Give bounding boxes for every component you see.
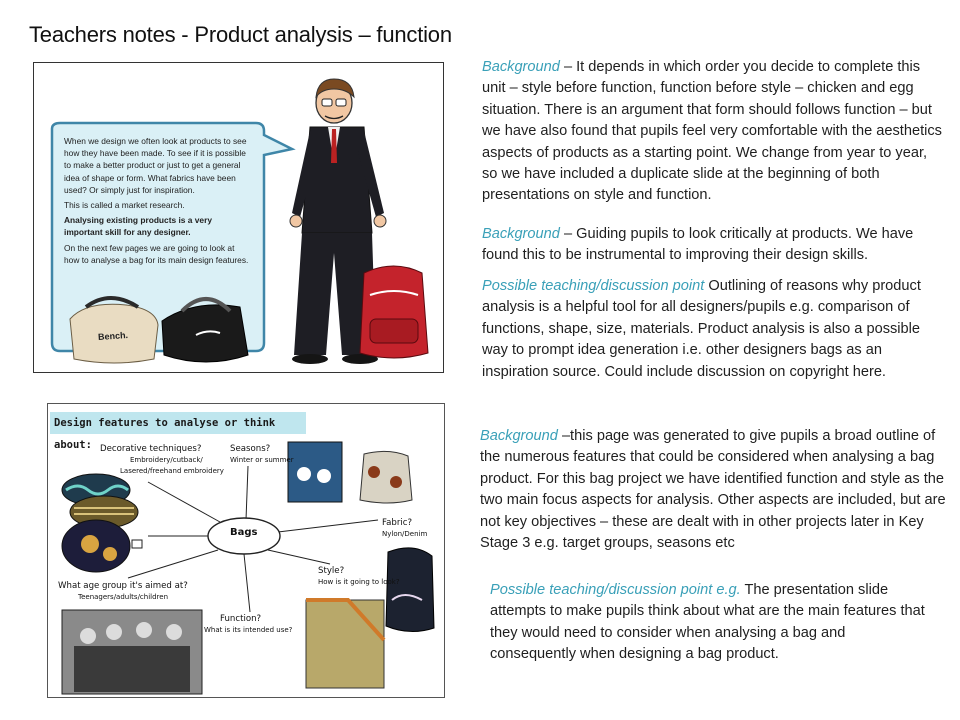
spoke-line [246, 466, 248, 520]
spoke-line [148, 482, 220, 522]
spoke-line [244, 554, 250, 612]
note-background-1 [482, 57, 944, 207]
seasons-label [230, 444, 294, 466]
note-background-3 [480, 426, 946, 554]
function-label [204, 614, 292, 636]
note-text: The presentation slide attempts to make pupils think about what are the main features that they would need to consider when analysing a bag and consequently when designing a bag product. [490, 582, 925, 663]
function-sub: What is its intended use? [204, 626, 293, 634]
note-text: –this page was generated to give pupils a broad outline of the numerous features that could be considered when analysing a bag product. For this bag project we have identified function and style as the two main focus aspects for analysis. Other aspects are included, but are not key objectives – these are dealt with in other projects later in Key Stage 3 e.g. target groups, seasons etc [480, 428, 946, 552]
decorative-swatches-image [62, 474, 142, 572]
red-backpack-image [360, 266, 428, 358]
style-title: Style? [318, 566, 345, 576]
age-title: What age group it's aimed at? [58, 581, 188, 591]
note-text: – Guiding pupils to look critically at products. We have found this to be instrumental to improving their design skills. [482, 226, 914, 264]
note-discussion-1 [482, 276, 944, 383]
page-title: Teachers notes - Product analysis – function [29, 22, 452, 47]
spoke-line [268, 550, 330, 564]
age-sub: Teenagers/adults/children [78, 593, 169, 601]
seasons-sub: Winter or summer [230, 456, 294, 464]
slide-product-analysis [33, 62, 444, 373]
note-background-2 [482, 224, 944, 267]
bubble-paragraph: When we design we often look at products to see how they have been made. To see if it is possible to make a better product or just to get a general idea of shape or form. What fabrics have been used? Or simply just for inspiration. [64, 136, 247, 195]
function-title: Function? [220, 614, 262, 624]
fabric-title: Fabric? [382, 518, 413, 528]
bubble-paragraph: On the next few pages we are going to look at how to analyse a bag for its main design features. [64, 242, 249, 265]
decorative-techniques-label [100, 444, 224, 477]
note-text: – It depends in which order you decide to complete this unit – style before function, function before style – chicken and egg situation. There is an argument that form should follows function – but we have also found that pupils feel very comfortable with the aesthetics aspects of products as a starting point. We change from year to year, so we have included a duplicate slide at the beginning of both presentations on style and function. [482, 59, 942, 204]
spoke-line [128, 550, 218, 578]
note-lead: Background [482, 226, 560, 242]
spoke-line [278, 520, 378, 532]
speech-bubble-text [64, 135, 252, 269]
note-discussion-2 [490, 580, 930, 666]
slide2-header: Design features to analyse or think about: [50, 412, 306, 434]
seasons-title: Seasons? [230, 444, 271, 454]
decorative-sub2: Lasered/freehand embroidery [120, 467, 224, 475]
style-sub: How is it going to look? [318, 578, 400, 586]
note-lead: Background [480, 428, 558, 444]
note-lead: Background [482, 59, 560, 75]
note-lead: Possible teaching/discussion point [482, 278, 705, 294]
family-photo-image [62, 610, 202, 694]
slide-design-features [47, 403, 445, 698]
backpack-image [386, 548, 434, 632]
messenger-bag-image [306, 600, 384, 688]
fabric-sub: Nylon/Denim [382, 530, 428, 538]
bubble-paragraph: This is called a market research. [64, 200, 185, 211]
bubble-paragraph-bold: Analysing existing products is a very important skill for any designer. [64, 215, 213, 238]
decorative-title: Decorative techniques? [100, 444, 202, 454]
fabric-label [382, 518, 427, 540]
bench-bag-logo: Bench. [97, 329, 129, 343]
note-text: Outlining of reasons why product analysis is a helpful tool for all designers/pupils e.g. comparison of functions, shape, size, materials. Product analysis is also a possible way to prompt idea generation i.e. other designers bags as an inspiration source. Could include discussion on copyright here. [482, 278, 921, 380]
note-lead: Possible teaching/discussion point e.g. [490, 582, 741, 598]
age-group-label [58, 581, 188, 603]
style-label [318, 566, 400, 588]
seasons-bags-image [288, 442, 412, 503]
center-node-label: Bags [230, 527, 258, 538]
decorative-sub1: Embroidery/cutback/ [130, 456, 203, 464]
